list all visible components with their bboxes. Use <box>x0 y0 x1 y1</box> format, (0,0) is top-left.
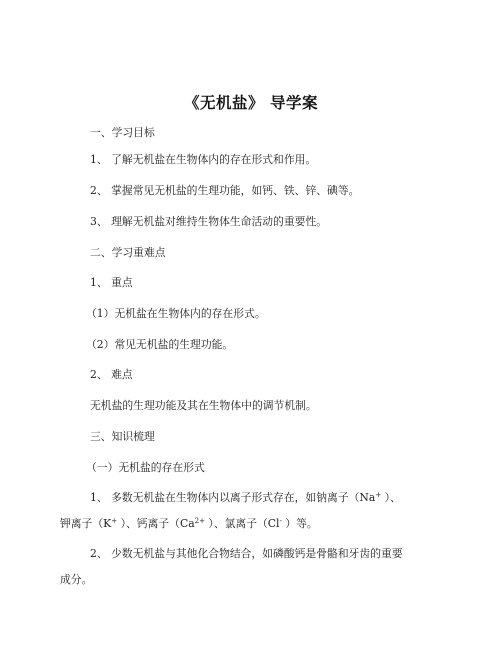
section-heading-key-points: 二、学习重难点 <box>90 246 166 259</box>
paragraph-ionic-form-text-a: 1、 多数无机盐在生物体内以离子形式存在，如钠离子（Na <box>90 491 376 504</box>
sodium-ion-charge: + <box>375 491 382 499</box>
section-heading-learning-goals: 一、学习目标 <box>90 126 155 139</box>
subsection-heading-existence-forms: （一）无机盐的存在形式 <box>86 461 205 474</box>
key-point-1: （1）无机盐在生物体内的存在形式。 <box>86 307 266 320</box>
chloride-ion-charge: - <box>279 517 282 525</box>
paragraph-ionic-form-text-b: ）、 <box>381 491 401 504</box>
key-point-2: （2）常见无机盐的生理功能。 <box>86 338 234 351</box>
paragraph-ionic-form-line1 <box>90 491 401 505</box>
section-heading-knowledge: 三、知识梳理 <box>90 430 155 443</box>
paragraph-ionic-form-text-c: 钾离子（K <box>60 517 112 530</box>
potassium-ion-charge: + <box>111 517 118 525</box>
key-points-heading: 1、 重点 <box>90 276 133 289</box>
difficult-points-heading: 2、 难点 <box>90 368 133 381</box>
paragraph-compound-form-line1: 2、 少数无机盐与其他化合物结合，如磷酸钙是骨骼和牙齿的重要 <box>90 547 403 560</box>
document-title: 《无机盐》 导学案 <box>184 94 318 112</box>
paragraph-ionic-form-line2 <box>60 517 318 531</box>
calcium-ion-charge: 2+ <box>194 517 205 525</box>
difficult-point-text: 无机盐的生理功能及其在生物体中的调节机制。 <box>90 399 317 412</box>
paragraph-ionic-form-text-f: ）等。 <box>281 517 318 530</box>
goal-item-3: 3、 理解无机盐对维持生物体生命活动的重要性。 <box>90 215 328 228</box>
paragraph-compound-form-line2: 成分。 <box>60 573 93 586</box>
paragraph-ionic-form-text-d: ）、钙离子（Ca <box>117 517 195 530</box>
goal-item-2: 2、 掌握常见无机盐的生理功能，如钙、铁、锌、碘等。 <box>90 184 360 197</box>
paragraph-ionic-form-text-e: ）、氯离子（Cl <box>204 517 280 530</box>
goal-item-1: 1、 了解无机盐在生物体内的存在形式和作用。 <box>90 153 317 166</box>
